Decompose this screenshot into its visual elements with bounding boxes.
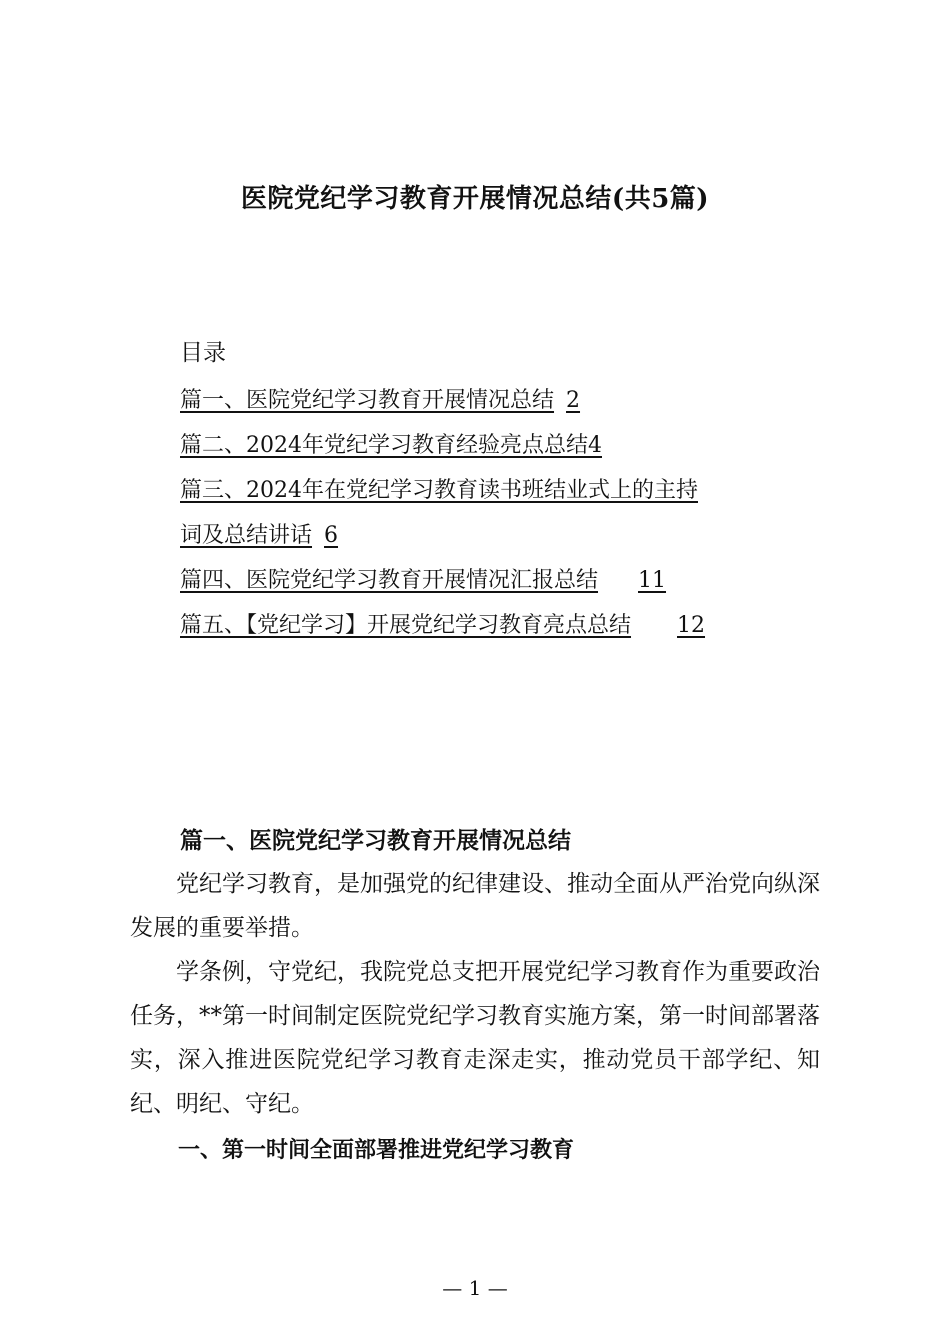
section-heading: 篇一、医院党纪学习教育开展情况总结 xyxy=(180,827,571,854)
body-paragraph: 党纪学习教育，是加强党的纪律建设、推动全面从严治党向纵深发展的重要举措。 xyxy=(130,871,820,941)
page-number: — 1 — xyxy=(442,1276,508,1300)
toc-item-label: 词及总结讲话 xyxy=(180,523,313,548)
toc-item-4[interactable] xyxy=(180,558,800,603)
document-title: 医院党纪学习教育开展情况总结(共5篇) xyxy=(240,184,710,214)
toc-item-1[interactable] xyxy=(180,378,800,423)
table-of-contents xyxy=(180,378,800,648)
body-paragraph: 学条例，守党纪，我院党总支把开展党纪学习教育作为重要政治任务，**第一时间制定医院党纪学习教育实施方案，第一时间部署落实，深入推进医院党纪学习教育走深走实，推动党员干部学纪、知纪、明纪、守纪。 xyxy=(130,959,820,1117)
toc-item-3[interactable] xyxy=(180,468,800,513)
toc-item-page: 11 xyxy=(638,568,667,593)
toc-heading: 目录 xyxy=(180,340,226,366)
toc-item-page: 4 xyxy=(588,433,602,458)
toc-item-label: 篇四、医院党纪学习教育开展情况汇报总结 xyxy=(180,568,599,593)
toc-item-3-cont[interactable] xyxy=(180,513,800,558)
toc-item-page: 12 xyxy=(677,613,706,638)
toc-item-5[interactable] xyxy=(180,603,800,648)
toc-item-label: 篇二、2024年党纪学习教育经验亮点总结 xyxy=(180,433,588,458)
sub-heading: 一、第一时间全面部署推进党纪学习教育 xyxy=(178,1138,575,1163)
toc-item-label: 篇五、【党纪学习】开展党纪学习教育亮点总结 xyxy=(180,613,632,638)
toc-item-page: 6 xyxy=(324,523,339,548)
toc-item-label: 篇三、2024年在党纪学习教育读书班结业式上的主持 xyxy=(180,478,698,503)
toc-item-2[interactable] xyxy=(180,423,800,468)
toc-item-page: 2 xyxy=(566,388,581,413)
toc-item-label: 篇一、医院党纪学习教育开展情况总结 xyxy=(180,388,555,413)
